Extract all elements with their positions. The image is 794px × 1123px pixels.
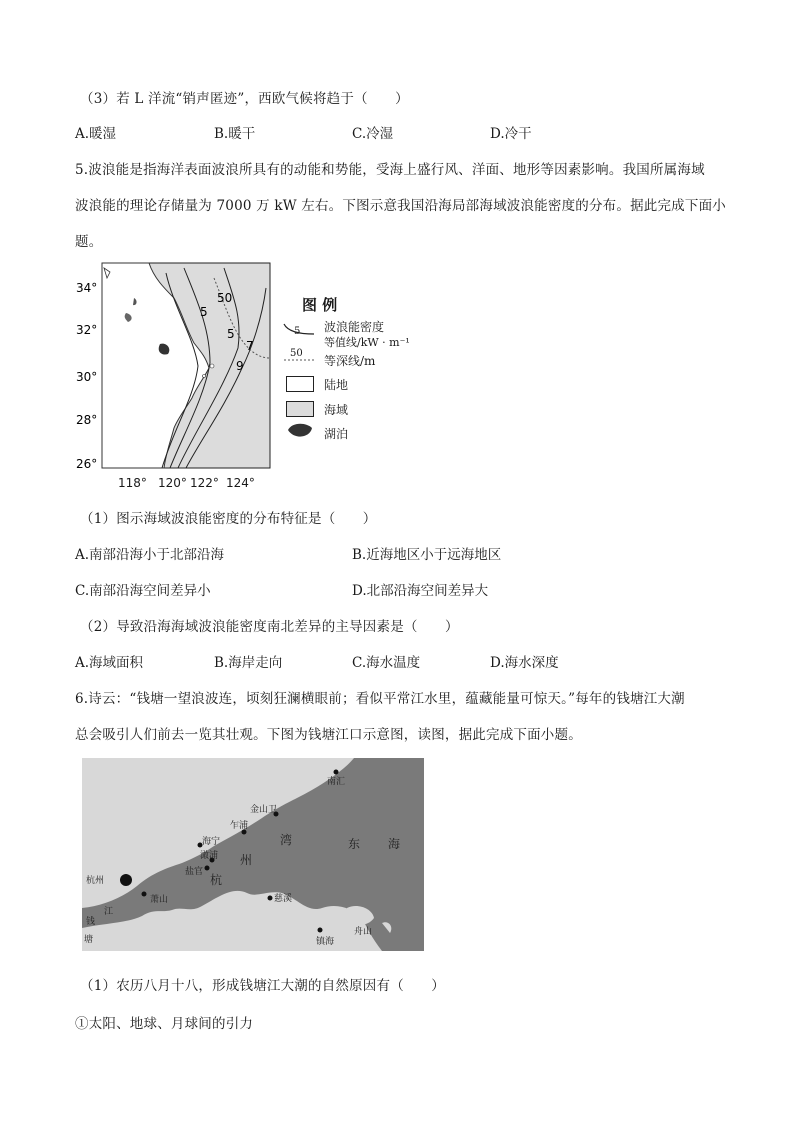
water-label: 海 bbox=[388, 837, 401, 851]
map-legend bbox=[280, 288, 430, 448]
contour-label: 5 bbox=[200, 305, 208, 319]
place-label: 舟山 bbox=[354, 927, 373, 937]
legend-depth-label: 等深线/m bbox=[324, 354, 376, 368]
place-label: 乍浦 bbox=[230, 821, 249, 831]
question-stem: （1）图示海域波浪能密度的分布特征是（ ） bbox=[80, 511, 377, 527]
legend-wave-value: 5 bbox=[294, 326, 301, 337]
water-label: 杭 bbox=[210, 873, 223, 887]
lake-swatch bbox=[286, 422, 314, 440]
place-label: 澉浦 bbox=[200, 851, 219, 861]
legend-wave-unit: 等值线/kW · m⁻¹ bbox=[324, 336, 410, 349]
lon-label: 120° bbox=[158, 476, 187, 490]
answer-item: ①太阳、地球、月球间的引力 bbox=[75, 1016, 254, 1032]
option-b: B.近海地区小于远海地区 bbox=[352, 547, 502, 563]
question-intro: 波浪能的理论存储量为 7000 万 kW 左右。下图示意我国沿海局部海域波浪能密度的分布。据此完成下面小 bbox=[75, 198, 726, 214]
option-a: A.南部沿海小于北部沿海 bbox=[75, 547, 225, 563]
place-label: 慈溪 bbox=[274, 894, 293, 904]
water-label: 州 bbox=[240, 853, 253, 867]
water-label: 钱 bbox=[86, 917, 96, 927]
water-label: 湾 bbox=[280, 833, 293, 847]
option-c: C.南部沿海空间差异小 bbox=[75, 583, 211, 599]
wave-energy-map bbox=[74, 258, 274, 473]
lon-label: 124° bbox=[226, 476, 255, 490]
option-d: D.北部沿海空间差异大 bbox=[352, 583, 489, 599]
question-stem: （3）若 L 洋流“销声匿迹”，西欧气候将趋于（ ） bbox=[80, 91, 409, 107]
legend-wave-label: 波浪能密度 bbox=[324, 320, 385, 334]
lat-label: 32° bbox=[76, 323, 98, 337]
sea-swatch bbox=[286, 401, 314, 417]
legend-sea: 海域 bbox=[324, 403, 349, 417]
place-label: 海宁 bbox=[202, 837, 221, 847]
lon-label: 122° bbox=[190, 476, 219, 490]
option-d: D.海水深度 bbox=[490, 655, 559, 671]
place-label: 萧山 bbox=[150, 895, 169, 905]
legend-depth-value: 50 bbox=[290, 348, 303, 359]
lat-label: 26° bbox=[76, 457, 98, 471]
question-intro: 6.诗云：“钱塘一望浪波连，顷刻狂澜横眼前；看似平常江水里，蕴藏能量可惊天。”每年的钱塘江大潮 bbox=[75, 691, 685, 707]
contour-label: 5 bbox=[227, 327, 235, 341]
place-label: 南汇 bbox=[327, 777, 346, 787]
legend-land: 陆地 bbox=[324, 378, 349, 392]
option-d: D.冷干 bbox=[490, 126, 532, 142]
question-stem: （1）农历八月十八，形成钱塘江大潮的自然原因有（ ） bbox=[80, 978, 445, 994]
lon-label: 118° bbox=[118, 476, 147, 490]
land-swatch bbox=[286, 376, 314, 392]
question-intro: 总会吸引人们前去一览其壮观。下图为钱塘江口示意图，读图，据此完成下面小题。 bbox=[75, 727, 582, 743]
option-a: A.海域面积 bbox=[75, 655, 144, 671]
place-label: 镇海 bbox=[316, 937, 335, 947]
place-label: 杭州 bbox=[86, 876, 105, 886]
contour-label: 7 bbox=[246, 339, 254, 353]
contour-label: 50 bbox=[217, 291, 233, 305]
water-label: 塘 bbox=[84, 935, 94, 945]
water-label: 东 bbox=[348, 837, 361, 851]
option-b: B.海岸走向 bbox=[214, 655, 283, 671]
lat-label: 30° bbox=[76, 370, 98, 384]
option-c: C.冷湿 bbox=[352, 126, 394, 142]
lat-label: 28° bbox=[76, 413, 98, 427]
qiantang-estuary-map bbox=[82, 758, 424, 951]
place-label: 盐官 bbox=[185, 867, 204, 877]
option-a: A.暖湿 bbox=[75, 126, 117, 142]
water-label: 江 bbox=[104, 907, 114, 917]
question-intro: 5.波浪能是指海洋表面波浪所具有的动能和势能，受海上盛行风、洋面、地形等因素影响。我国所属海域 bbox=[75, 162, 705, 178]
option-b: B.暖干 bbox=[214, 126, 256, 142]
legend-title: 图 例 bbox=[302, 296, 338, 314]
contour-label: 9 bbox=[236, 359, 244, 373]
place-label: 金山卫 bbox=[250, 805, 278, 815]
lat-label: 34° bbox=[76, 281, 98, 295]
question-intro: 题。 bbox=[75, 234, 103, 250]
legend-lake: 湖泊 bbox=[324, 427, 349, 441]
question-stem: （2）导致沿海海域波浪能密度南北差异的主导因素是（ ） bbox=[80, 619, 459, 635]
option-c: C.海水温度 bbox=[352, 655, 421, 671]
